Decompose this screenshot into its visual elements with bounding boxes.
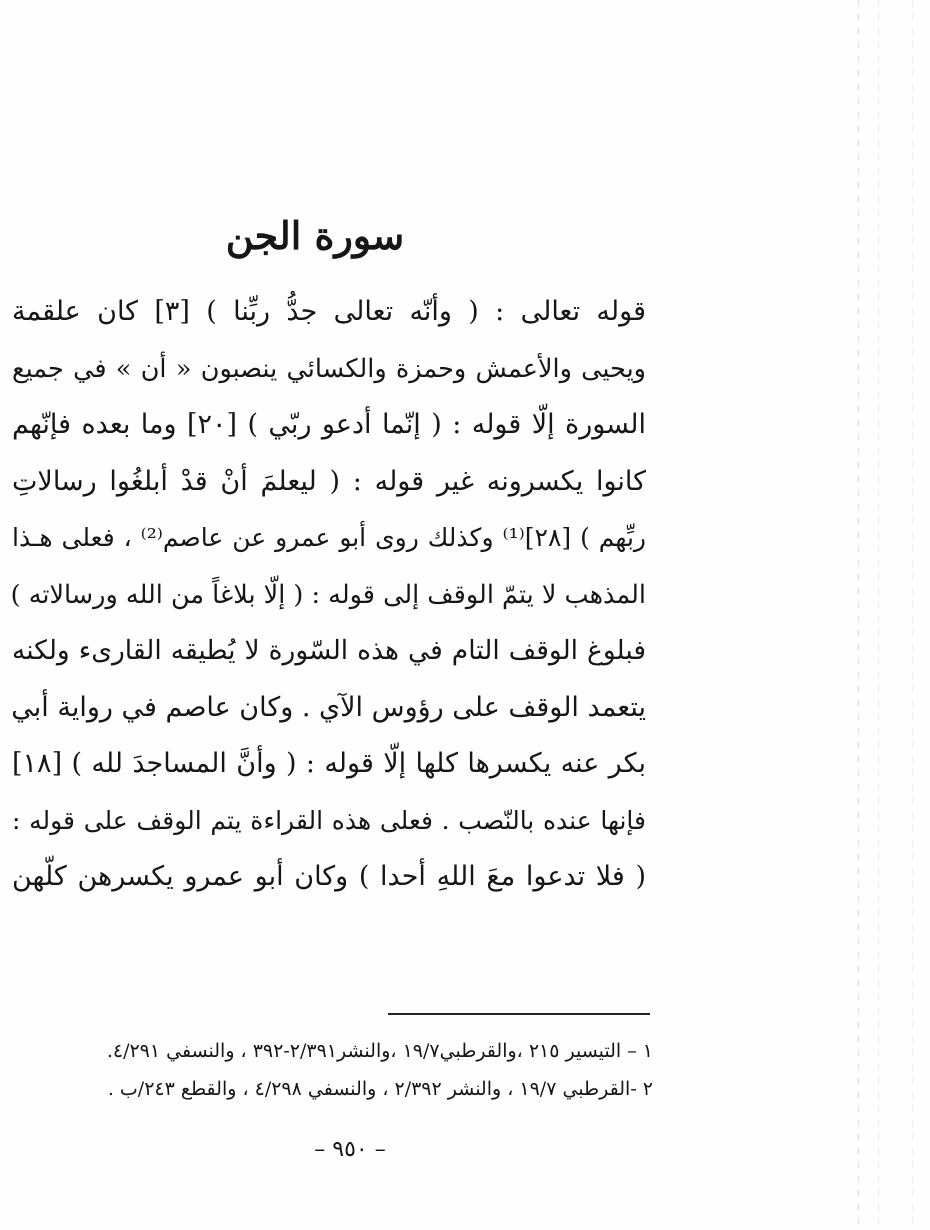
text-line: السورة إلّا قوله : ( إنّما أدعو ربّي ) [٢٠] وما بعده فإنّهم	[12, 409, 646, 440]
scan-edge-artifact	[878, 0, 879, 1230]
text-line: يتعمد الوقف على رؤوس الآي . وكان عاصم في رواية أبي	[11, 691, 646, 723]
text-line: فإنها عنده بالنّصب . فعلى هذه القراءة يتم الوقف على قوله :	[12, 805, 646, 835]
footnote-separator	[388, 1013, 650, 1015]
footnote-1: ١ – التيسير ٢١٥ ،والقرطبي١٩/٧ ،والنشر٢/٣٩١-٣٩٢ ، والنسفي ٤/٢٩١.	[106, 1040, 653, 1062]
text-line: قوله تعالى : ( وأنّه تعالى جدُّ ربِّنا ) [٣] كان علقمة	[12, 296, 646, 327]
body-text	[12, 284, 646, 906]
text-line: فبلوغ الوقف التام في هذه السّورة لا يُطيقه القارىء ولكنه	[12, 635, 646, 666]
footnotes	[28, 1032, 653, 1108]
text-line: بكر عنه يكسرها كلها إلّا قوله : ( وأنَّ المساجدَ لله ) [١٨]	[12, 748, 646, 779]
scan-edge-artifact	[912, 0, 913, 1230]
page-number: – ٩٥٠ –	[314, 1137, 386, 1162]
surah-title: سورة الجن	[225, 213, 405, 258]
text-line: ( فلا تدعوا معَ اللهِ أحدا ) وكان أبو عمرو يكسرهن كلّهن	[12, 861, 646, 892]
scan-edge-artifact	[858, 0, 859, 1230]
text-line: ويحيى والأعمش وحمزة والكسائي ينصبون « أن » في جميع	[12, 353, 646, 384]
text-line: ربِّهم ) [٢٨]⁽¹⁾ وكذلك روى أبو عمرو عن عاصم⁽²⁾ ، فعلى هـذا	[12, 523, 646, 552]
text-line: كانوا يكسرونه غير قوله : ( ليعلمَ أنْ قدْ أبلغُوا رسالاتِ	[12, 465, 646, 497]
footnote-2: ٢ -القرطبي ١٩/٧ ، والنشر ٢/٣٩٢ ، والنسفي ٤/٢٩٨ ، والقطع ٢٤٣/ب .	[107, 1078, 653, 1100]
text-line: المذهب لا يتمّ الوقف إلى قوله : ( إلّا بلاغاً من الله ورسالاته )	[10, 579, 646, 610]
